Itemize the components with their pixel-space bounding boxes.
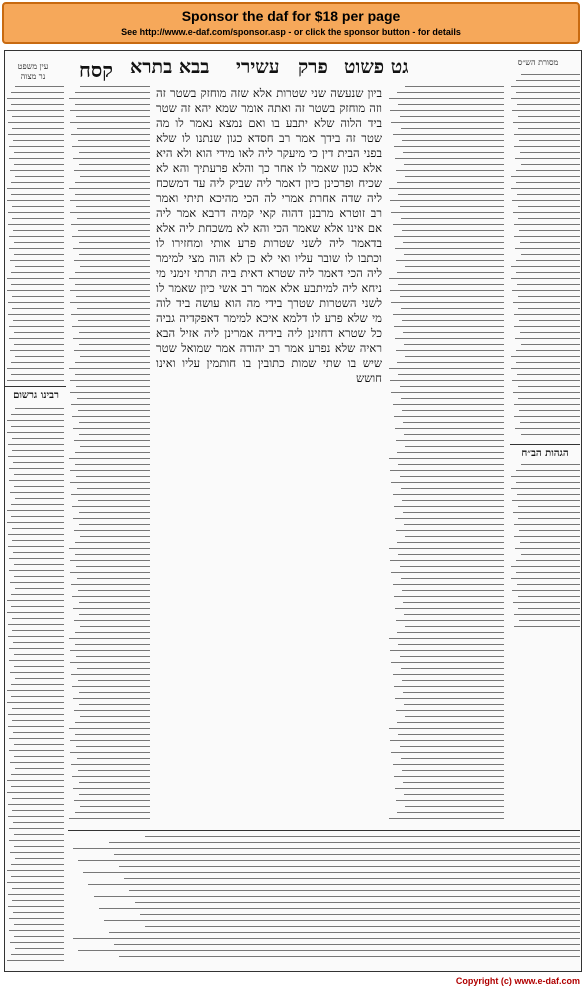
gemara-text: ביון שנעשה שני שטרות אלא שזה מוחזק בשטר זה וזה מוחזק בשטר זה ואתה אומר שמא יהא זה שטר ביד הלוה שלא יתבע בו ואם נמצא נאמר לו מה שטר זה בידך אמר רב חסדא כגון שנתנו לו שלא בפני הבית דין כי מיעקר ליה לאו מידי הוא ולא היא אלא כגון שאמר לו אחר כך והלא פרעתיך והא לא שכיח ופרכינן כיון דאמר ליה שביק ליה עד דמשכח ליה שדה אחרת אמרי לה הכי מהיכא תיתי ואמר רב זוטרא מרבנן דהוה קאי קמיה דרבא אמר ליה אם אינו אלא שאמר הכי והא לא משכחת ליה אלא בדאמר ליה לשני שטרות פרע אותי ומחזירו לו וכתבו לו שובר עליו ואי לא כן לא הוה מצי למימר ליה הכי דאמר ליה שטרא דאית ביה תרתי זימני מי ניחא ליה למיתבע אלא אמר רב אשי כיון שאמר לו לשני השטרות שטרך בידי מה הוא עושה ביד לוה מי שלא פרע לו דלמא איכא למימר דאפקדיה גביה כל שטרא דחזינן ליה בידיה אמרינן ליה אזיל הבא ראיה שלא נפרע אמר רב יהודה אמר שמואל שטר שיש בו שתי שמות כתובין בו חותמין עליו ואינו חושש [156, 86, 382, 385]
sponsor-title: Sponsor the daf for $18 per page [181, 8, 401, 24]
masechet-name: בבא בתרא [130, 56, 210, 78]
hagahot-habach-heading: הגהות הב״ח [521, 448, 569, 459]
ein-mishpat-heading: עין משפט נר מצוה [17, 62, 49, 81]
perek-name: גט פשוט [344, 56, 409, 78]
rabbeinu-gershom-heading: רבינו גרשום [13, 390, 59, 401]
mesorat-hashas-heading: מסורת הש״ס [517, 58, 559, 67]
perek-number: עשירי [236, 56, 280, 78]
page-border [4, 50, 582, 972]
sponsor-banner[interactable] [2, 2, 580, 44]
daf-number: קסח [79, 58, 113, 82]
perek-label: פרק [298, 56, 328, 78]
copyright-notice[interactable]: Copyright (c) www.e-daf.com [455, 976, 580, 986]
sponsor-subtitle[interactable]: See http://www.e-daf.com/sponsor.asp - or click the sponsor button - for details [121, 27, 461, 37]
talmud-page [4, 50, 582, 972]
